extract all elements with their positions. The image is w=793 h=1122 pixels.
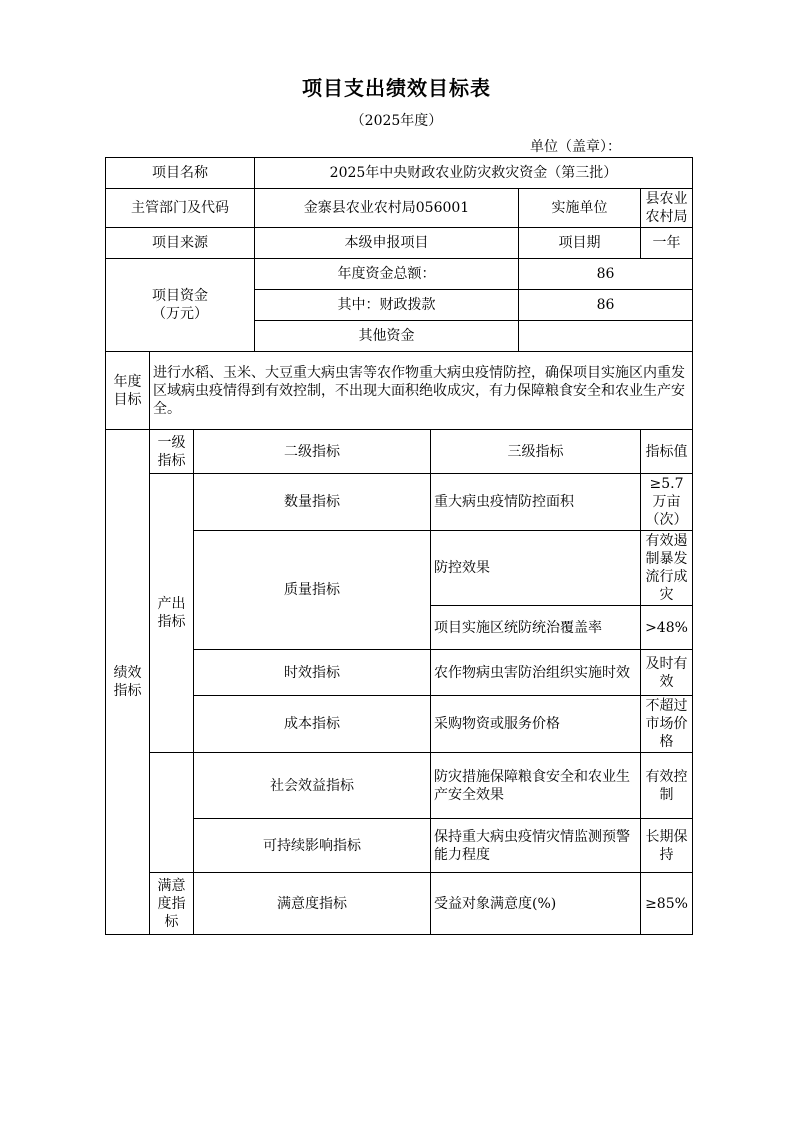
timeliness-indicator-value: 及时有效 <box>641 650 693 696</box>
performance-target-table <box>105 157 693 935</box>
quantity-indicator-label: 数量指标 <box>194 474 431 531</box>
cost-indicator-item: 采购物资或服务价格 <box>431 696 641 753</box>
project-source-value: 本级申报项目 <box>255 228 519 259</box>
implementing-unit-value: 县农业农村局 <box>641 189 693 228</box>
department-label: 主管部门及代码 <box>106 189 255 228</box>
department-value: 金寨县农业农村局056001 <box>255 189 519 228</box>
quantity-indicator-value: ≥5.7万亩（次） <box>641 474 693 531</box>
project-name-label: 项目名称 <box>106 158 255 189</box>
sustainability-item: 保持重大病虫疫情灾情监测预警能力程度 <box>431 819 641 873</box>
unit-seal-label: 单位（盖章）： <box>530 139 621 155</box>
project-period-value: 一年 <box>641 228 693 259</box>
project-name-value: 2025年中央财政农业防灾救灾资金（第三批） <box>255 158 693 189</box>
funds-other-value <box>519 321 693 352</box>
timeliness-indicator-item: 农作物病虫害防治组织实施时效 <box>431 650 641 696</box>
annual-goal-text: 进行水稻、玉米、大豆重大病虫害等农作物重大病虫疫情防控，确保项目实施区内重发区域病虫疫情得到有效控制，不出现大面积绝收成灾，有力保障粮食安全和农业生产安全。 <box>150 352 693 430</box>
social-benefit-value: 有效控制 <box>641 753 693 819</box>
performance-indicators-label: 绩效指标 <box>106 430 150 935</box>
quality-indicator-value-1: 有效遏制暴发流行成灾 <box>641 531 693 606</box>
social-benefit-label: 社会效益指标 <box>194 753 431 819</box>
quality-indicator-item-1: 防控效果 <box>431 531 641 606</box>
header-level1: 一级指标 <box>150 430 194 474</box>
sustainability-label: 可持续影响指标 <box>194 819 431 873</box>
effect-indicators-label <box>150 753 194 873</box>
year-subtitle: （2025年度） <box>350 113 443 129</box>
quantity-indicator-item: 重大病虫疫情防控面积 <box>431 474 641 531</box>
project-period-label: 项目期 <box>519 228 641 259</box>
cost-indicator-label: 成本指标 <box>194 696 431 753</box>
funds-fiscal-value: 86 <box>519 290 693 321</box>
quality-indicator-value-2: >48% <box>641 606 693 650</box>
annual-goal-label: 年度目标 <box>106 352 150 430</box>
header-value: 指标值 <box>641 430 693 474</box>
page-title: 项目支出绩效目标表 <box>302 76 491 100</box>
implementing-unit-label: 实施单位 <box>519 189 641 228</box>
social-benefit-item: 防灾措施保障粮食安全和农业生产安全效果 <box>431 753 641 819</box>
output-indicators-label: 产出指标 <box>150 474 194 753</box>
satisfaction-level1-label: 满意度指标 <box>150 873 194 935</box>
satisfaction-item: 受益对象满意度(%) <box>431 873 641 935</box>
project-source-label: 项目来源 <box>106 228 255 259</box>
header-level3: 三级指标 <box>431 430 641 474</box>
quality-indicator-label: 质量指标 <box>194 531 431 650</box>
satisfaction-value: ≥85% <box>641 873 693 935</box>
project-funds-label: 项目资金 （万元） <box>106 259 255 352</box>
funds-total-label: 年度资金总额： <box>255 259 519 290</box>
funds-other-label: 其他资金 <box>255 321 519 352</box>
funds-total-value: 86 <box>519 259 693 290</box>
quality-indicator-item-2: 项目实施区统防统治覆盖率 <box>431 606 641 650</box>
timeliness-indicator-label: 时效指标 <box>194 650 431 696</box>
satisfaction-level2-label: 满意度指标 <box>194 873 431 935</box>
funds-fiscal-label: 其中：财政拨款 <box>255 290 519 321</box>
sustainability-value: 长期保持 <box>641 819 693 873</box>
cost-indicator-value: 不超过市场价格 <box>641 696 693 753</box>
header-level2: 二级指标 <box>194 430 431 474</box>
